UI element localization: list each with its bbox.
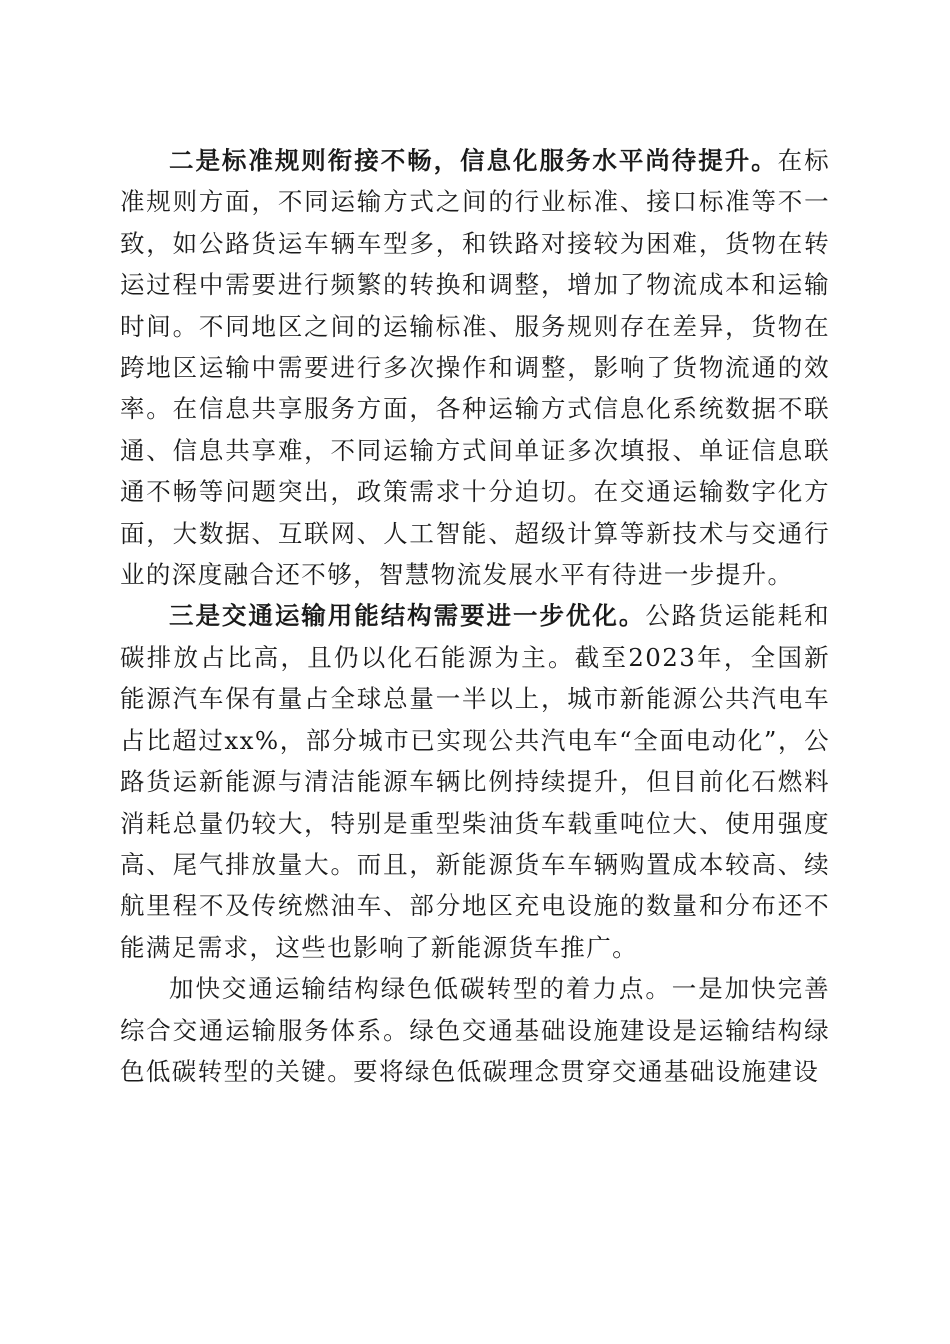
paragraph-lead: 三是交通运输用能结构需要进一步优化。 (169, 601, 646, 631)
paragraph-text: 加快交通运输结构绿色低碳转型的着力点。一是加快完善综合交通运输服务体系。绿色交通基础设施建设是运输结构绿色低碳转型的关键。要将绿色低碳理念贯穿交通基础设施建设 (120, 974, 830, 1086)
paragraph-standards (120, 140, 830, 595)
document-body (120, 140, 830, 1092)
paragraph-energy-structure (120, 595, 830, 968)
paragraph-lead: 二是标准规则衔接不畅，信息化服务水平尚待提升。 (169, 146, 778, 175)
paragraph-focus-points (120, 968, 830, 1092)
paragraph-text: 在标准规则方面，不同运输方式之间的行业标准、接口标准等不一致，如公路货运车辆车型多，和铁路对接较为困难，货物在转运过程中需要进行频繁的转换和调整，增加了物流成本和运输时间。不同地区之间的运输标准、服务规则存在差异，货物在跨地区运输中需要进行多次操作和调整，影响了货物流通的效率。在信息共享服务方面，各种运输方式信息化系统数据不联通、信息共享难，不同运输方式间单证多次填报、单证信息联通不畅等问题突出，政策需求十分迫切。在交通运输数字化方面，大数据、互联网、人工智能、超级计算等新技术与交通行业的深度融合还不够，智慧物流发展水平有待进一步提升。 (120, 146, 830, 590)
paragraph-text: 公路货运能耗和碳排放占比高，且仍以化石能源为主。截至2023年，全国新能源汽车保有量占全球总量一半以上，城市新能源公共汽电车占比超过xx%，部分城市已实现公共汽电车“全面电动化”，公路货运新能源与清洁能源车辆比例持续提升，但目前化石燃料消耗总量仍较大，特别是重型柴油货车载重吨位大、使用强度高、尾气排放量大。而且，新能源货车车辆购置成本较高、续航里程不及传统燃油车、部分地区充电设施的数量和分布还不能满足需求，这些也影响了新能源货车推广。 (120, 601, 830, 962)
